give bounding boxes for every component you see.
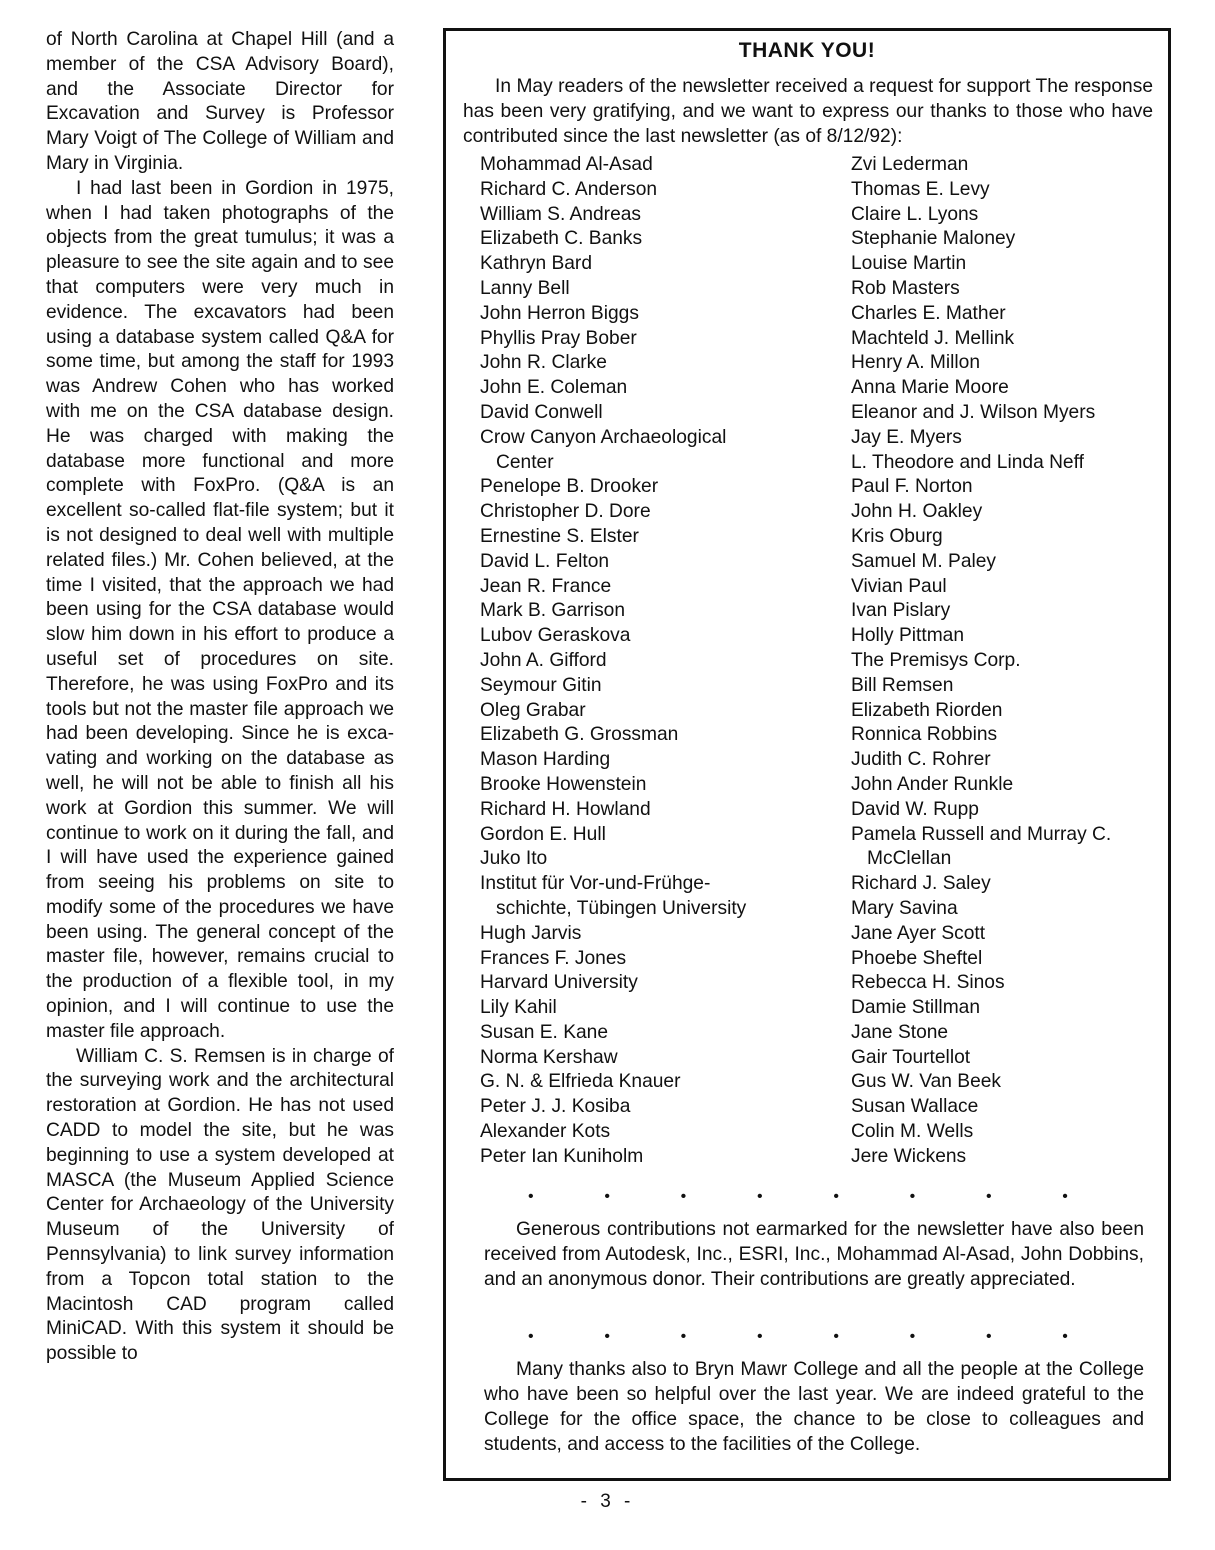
contributor-name: Anna Marie Moore (851, 377, 1009, 399)
contributor-name: Stephanie Maloney (851, 228, 1016, 250)
contributor-name: Rob Masters (851, 277, 960, 299)
contributor-name: Louise Martin (851, 253, 967, 275)
contributor-name: Mark B. Garrison (480, 600, 626, 622)
contributor-name-continued: McClellan (867, 848, 952, 870)
contributor-name: John R. Clarke (480, 352, 607, 374)
contributor-name: Eleanor and J. Wilson Myers (851, 401, 1096, 423)
contributor-name: Jere Wickens (851, 1145, 967, 1167)
contributor-name: Gordon E. Hull (480, 823, 606, 845)
contributor-name: Institut für Vor-und-Frühge- (480, 873, 711, 895)
contributor-name: Susan Wallace (851, 1096, 979, 1118)
contributor-name: Ernestine S. Elster (480, 525, 639, 547)
contributor-name: Penelope B. Drooker (480, 476, 659, 498)
contributor-name: Pamela Russell and Murray C. (851, 823, 1112, 845)
bryn-mawr-text: Many thanks also to Bryn Mawr College and all the people at the College who have been so helpful over the last year. We are indeed grateful to the College for the office space, the chance to be close to colleagues and students, and access to the facilities of the College. (484, 1359, 1144, 1455)
contributor-name: Thomas E. Levy (851, 178, 990, 200)
contributor-name: Paul F. Norton (851, 476, 973, 498)
separator-dot: • (604, 1188, 610, 1205)
contributor-name: John H. Oakley (851, 501, 983, 523)
contributor-name: Juko Ito (480, 848, 548, 870)
contributor-name: Oleg Grabar (480, 699, 586, 721)
contributor-name: Gair Tourtellot (851, 1046, 971, 1068)
contributor-name: Jane Stone (851, 1021, 949, 1043)
article-paragraph: of North Carolina at Chapel Hill (and a member of the CSA Advisory Board), and the Associate Director for Excavation and Survey is Professor Mary Voigt of The College of William and Mary in Virginia. (46, 29, 394, 174)
thank-you-intro (463, 75, 1153, 149)
contributor-name: Bill Remsen (851, 674, 954, 696)
contributor-name: Colin M. Wells (851, 1121, 974, 1143)
contributor-name: Christopher D. Dore (480, 501, 651, 523)
contributor-name: Elizabeth C. Banks (480, 228, 643, 250)
contributor-name: Ivan Pislary (851, 600, 951, 622)
dot-separator (528, 1189, 1068, 1205)
contributor-list-left (480, 153, 840, 1170)
page-number: - 3 - (580, 1491, 635, 1512)
contributor-name: L. Theodore and Linda Neff (851, 451, 1084, 473)
contributor-name: Richard H. Howland (480, 798, 651, 820)
contributor-name: Kathryn Bard (480, 253, 592, 275)
contributor-name: Damie Stillman (851, 997, 981, 1019)
contributor-name: Frances F. Jones (480, 947, 627, 969)
contributor-name: Mohammad Al-Asad (480, 154, 653, 175)
contributor-name: Machteld J. Mellink (851, 327, 1015, 349)
contributor-name: Lily Kahil (480, 997, 557, 1019)
contributor-name: John Ander Runkle (851, 773, 1014, 795)
left-column-article (46, 28, 394, 1367)
contributor-name: David Conwell (480, 401, 603, 423)
contributor-name: Kris Oburg (851, 525, 943, 547)
separator-dot: • (528, 1328, 534, 1345)
contributor-name: Charles E. Mather (851, 302, 1006, 324)
contributor-name: Peter Ian Kuniholm (480, 1145, 644, 1167)
contributor-name: Peter J. J. Kosiba (480, 1096, 631, 1118)
contributor-name: Rebecca H. Sinos (851, 972, 1005, 994)
contributor-name: Elizabeth Riorden (851, 699, 1003, 721)
contributor-name: Alexander Kots (480, 1121, 611, 1143)
contributor-name: Lanny Bell (480, 277, 570, 299)
contributions-text: Generous contributions not earmarked for the newsletter have also been received from Autodesk, Inc., ESRI, Inc., Mohammad Al-Asad, John Dobbins, and an anonymous donor. Their contributions are greatly appreciated. (484, 1219, 1144, 1290)
contributor-name: Jay E. Myers (851, 426, 962, 448)
dot-separator (528, 1329, 1068, 1345)
contributor-name: Ronnica Robbins (851, 724, 998, 746)
contributor-name: David L. Felton (480, 550, 610, 572)
contributor-name: Seymour Gitin (480, 674, 602, 696)
thank-you-title: THANK YOU! (738, 39, 876, 62)
contributor-name-continued: Center (496, 451, 554, 473)
contributor-list-right (851, 153, 1161, 1170)
thank-you-box (443, 28, 1171, 1481)
contributor-name: Richard J. Saley (851, 873, 991, 895)
bryn-mawr-paragraph (484, 1357, 1144, 1457)
contributor-name: Norma Kershaw (480, 1046, 618, 1068)
separator-dot: • (680, 1188, 687, 1205)
contributions-paragraph (484, 1217, 1144, 1292)
separator-dot: • (604, 1328, 610, 1345)
contributor-name: William S. Andreas (480, 203, 642, 225)
separator-dot: • (756, 1188, 763, 1205)
contributor-name: Claire L. Lyons (851, 203, 979, 225)
contributor-name: John Herron Biggs (480, 302, 639, 324)
contributor-name: Harvard University (480, 972, 638, 994)
separator-dot: • (756, 1328, 763, 1345)
contributor-name: Hugh Jarvis (480, 922, 582, 944)
contributor-name: Elizabeth G. Grossman (480, 724, 679, 746)
contributor-name: Mason Harding (480, 749, 611, 771)
contributor-name: The Premisys Corp. (851, 649, 1021, 671)
contributor-name: Jean R. France (480, 575, 612, 597)
contributor-name: Phoebe Sheftel (851, 947, 983, 969)
separator-dot: • (833, 1188, 839, 1205)
contributor-name: Henry A. Millon (851, 352, 981, 374)
separator-dot: • (1062, 1328, 1068, 1345)
contributor-name: Samuel M. Paley (851, 550, 997, 572)
separator-dot: • (680, 1328, 687, 1345)
separator-dot: • (909, 1188, 916, 1205)
contributor-name: Mary Savina (851, 897, 958, 919)
contributor-name: Judith C. Rohrer (851, 749, 991, 771)
separator-dot: • (985, 1328, 992, 1345)
contributor-name-continued: schichte, Tübingen University (496, 897, 747, 919)
contributor-name: Holly Pittman (851, 625, 965, 647)
contributor-name: John E. Coleman (480, 377, 628, 399)
contributor-name: Richard C. Anderson (480, 178, 658, 200)
contributor-name: Jane Ayer Scott (851, 922, 986, 944)
contributor-name: Brooke Howenstein (480, 773, 647, 795)
separator-dot: • (985, 1188, 992, 1205)
contributor-name: David W. Rupp (851, 798, 979, 820)
separator-dot: • (1062, 1188, 1068, 1205)
contributor-name: Susan E. Kane (480, 1021, 609, 1043)
contributor-name: Zvi Lederman (851, 154, 969, 175)
contributor-name: Gus W. Van Beek (851, 1071, 1002, 1093)
contributor-name: John A. Gifford (480, 649, 607, 671)
contributor-name: Phyllis Pray Bober (480, 327, 637, 349)
intro-paragraph: In May readers of the newsletter received a request for support The response has been very gratifying, and we want to express our thanks to those who have contributed since the last newsletter (as of 8/12/92): (463, 76, 1153, 147)
contributor-name: Vivian Paul (851, 575, 947, 597)
contributor-name: G. N. & Elfrieda Knauer (480, 1071, 681, 1093)
separator-dot: • (528, 1188, 534, 1205)
article-paragraph: I had last been in Gordion in 1975, when I had taken photographs of the objects from the great tumulus; it was a pleasure to see the site again and to see that computers were very much in evidence. The excavators had been using a database system called Q&A for some time, but among the staff for 1993 was Andrew Cohen who has worked with me on the CSA database design. He was charged with making the database more functional and more complete with FoxPro. (Q&A is an excellent so-called flat-file system; but it is not designed to deal well with multiple related files.) Mr. Cohen believed, at the time I visited, that the approach we had been using for the CSA database would slow him down in his effort to produce a useful set of procedures on site. Therefore, he was using FoxPro and its tools but not the master file approach we had been developing. Since he is exca-vating and working on the database as well, he will not be able to finish all his work at Gordion this summer. We will continue to work on it during the fall, and I will have used the experience gained from seeing his problems on site to modify some of the procedures we have been using. The general concept of the master file, however, remains crucial to the production of a flexible tool, in my opinion, and I will continue to use the master file approach. (46, 177, 394, 1042)
separator-dot: • (833, 1328, 839, 1345)
article-paragraph: William C. S. Remsen is in charge of the surveying work and the architectural restoration at Gordion. He has not used CADD to model the site, but he was beginning to use a system developed at MASCA (the Museum Applied Science Center for Archaeology of the University Museum of the University of Pennsylvania) to link survey information from a Topcon total station to the Macintosh CAD program called MiniCAD. With this system it should be possible to (46, 1045, 394, 1365)
contributor-name: Lubov Geraskova (480, 625, 631, 647)
contributor-name: Crow Canyon Archaeological (480, 426, 727, 448)
separator-dot: • (909, 1328, 916, 1345)
